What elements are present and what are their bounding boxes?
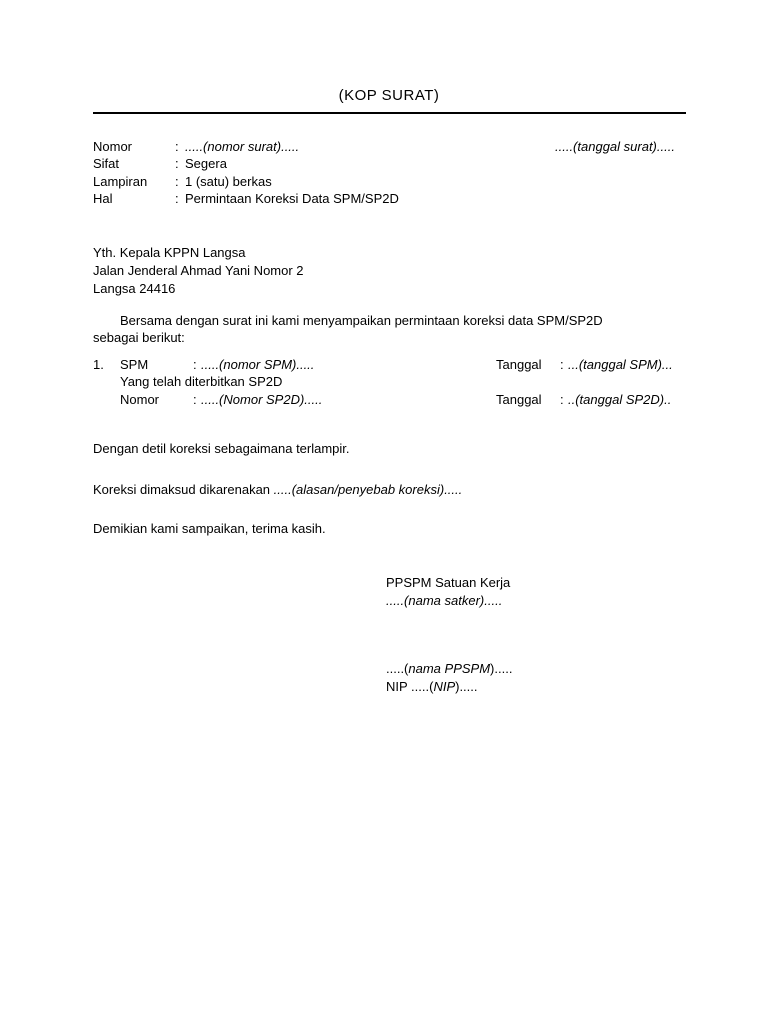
signature-nip-prefix: NIP .....( [386, 679, 434, 694]
hal-value: Permintaan Koreksi Data SPM/SP2D [185, 191, 399, 206]
recipient-line-2: Jalan Jenderal Ahmad Yani Nomor 2 [93, 263, 304, 278]
lampiran-value: 1 (satu) berkas [185, 174, 272, 189]
spm-date-separator: : [560, 357, 564, 372]
recipient-line-1: Yth. Kepala KPPN Langsa [93, 245, 246, 260]
signature-nip [386, 678, 478, 695]
signature-satker-text: .....(nama satker)..... [386, 593, 503, 608]
nomor-value [185, 138, 299, 155]
signature-satker [386, 592, 502, 609]
sp2d-intro: Yang telah diterbitkan SP2D [120, 374, 283, 389]
spm-date-value [568, 356, 673, 373]
sp2d-date-separator: : [560, 392, 564, 407]
nomor-value-text: .....(nomor surat)..... [185, 139, 300, 154]
signature-nip-value: NIP [433, 679, 456, 694]
signature-name-value: nama PPSPM [408, 661, 491, 676]
closing-line: Demikian kami sampaikan, terima kasih. [93, 521, 326, 536]
spm-label: SPM [120, 357, 149, 372]
reason-value: .....(alasan/penyebab koreksi)..... [273, 482, 463, 497]
sp2d-value [201, 391, 322, 408]
intro-line-1: Bersama dengan surat ini kami menyampaikan permintaan koreksi data SPM/SP2D [120, 313, 603, 328]
hal-label: Hal [93, 191, 113, 206]
nomor-separator: : [175, 139, 179, 154]
nomor-label: Nomor [93, 139, 133, 154]
sp2d-label: Nomor [120, 392, 160, 407]
signature-nip-suffix: )..... [455, 679, 478, 694]
spm-value-text: .....(nomor SPM)..... [201, 357, 315, 372]
detail-line: Dengan detil koreksi sebagaimana terlampir. [93, 441, 350, 456]
spm-separator: : [193, 357, 197, 372]
spm-date-label: Tanggal [496, 357, 542, 372]
spm-date-value-text: ...(tanggal SPM)... [568, 357, 673, 372]
sifat-value: Segera [185, 156, 227, 171]
sifat-separator: : [175, 156, 179, 171]
intro-line-2: sebagai berikut: [93, 330, 185, 345]
sp2d-date-value [568, 391, 671, 408]
signature-name [386, 660, 512, 677]
letter-date-text: .....(tanggal surat)..... [555, 139, 675, 154]
recipient-line-3: Langsa 24416 [93, 281, 176, 296]
item-number: 1. [93, 357, 104, 372]
hal-separator: : [175, 191, 179, 206]
signature-title: PPSPM Satuan Kerja [386, 575, 511, 590]
sp2d-date-label: Tanggal [496, 392, 542, 407]
reason-line [93, 481, 462, 498]
sp2d-date-value-text: ..(tanggal SP2D).. [568, 392, 672, 407]
letter-date [555, 138, 675, 155]
spm-value [201, 356, 314, 373]
lampiran-label: Lampiran [93, 174, 148, 189]
header-divider [93, 112, 686, 114]
reason-prefix: Koreksi dimaksud dikarenakan [93, 482, 274, 497]
letterhead-title: (KOP SURAT) [338, 87, 440, 104]
signature-name-prefix: .....( [386, 661, 409, 676]
sp2d-value-text: .....(Nomor SP2D)..... [201, 392, 323, 407]
sp2d-separator: : [193, 392, 197, 407]
lampiran-separator: : [175, 174, 179, 189]
sifat-label: Sifat [93, 156, 120, 171]
signature-name-suffix: )..... [490, 661, 513, 676]
